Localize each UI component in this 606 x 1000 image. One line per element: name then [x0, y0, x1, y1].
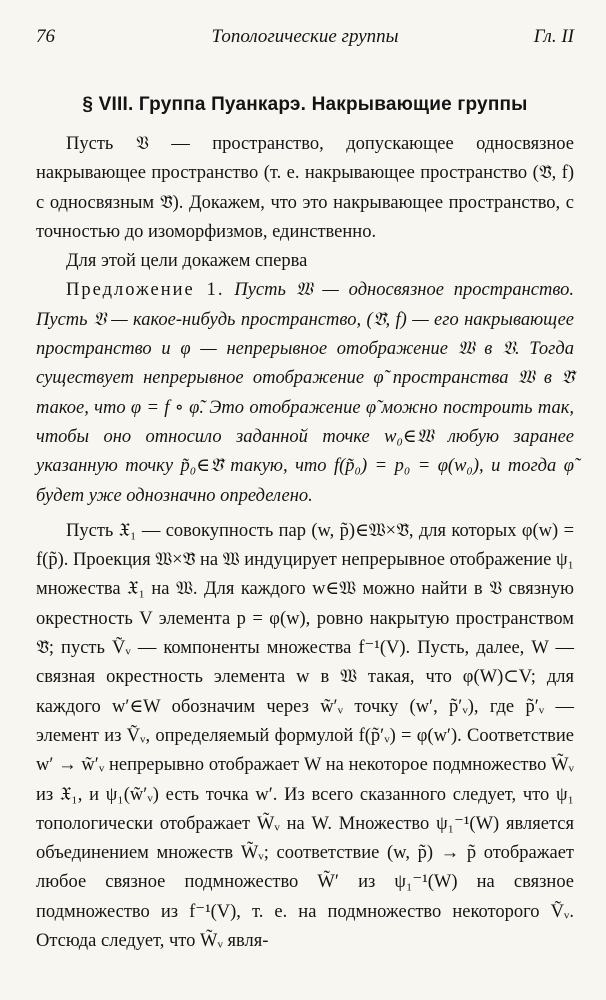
- book-page: [36, 26, 574, 956]
- paragraph-lead-in: Для этой цели докажем сперва: [66, 251, 308, 272]
- page-number: 76: [36, 26, 55, 47]
- paragraph-proof: Пусть 𝔛₁ — совокупность пар (w, p̃)∈𝔚×𝔙̃, для которых φ(w) = f(p̃). Проекция 𝔚×𝔙̃ на 𝔚 индуцирует непрерывное отображение ψ₁ множества 𝔛₁ на 𝔚. Для каждого w∈𝔚 можно найти в 𝔙 связную окрестность V элемента p = φ(w), ровно накрытую пространством 𝔙̃; пусть Ṽᵥ — компоненты множества f⁻¹(V). Пусть, далее, W — связная окрестность элемента w в 𝔚 такая, что φ(W)⊂V; для каждого w′∈W обозначим через w̃′ᵥ точку (w′, p̃′ᵥ), где p̃′ᵥ — элемент из Ṽᵥ, определяемый формулой f(p̃′ᵥ) = φ(w′). Соответствие w′ → w̃′ᵥ непрерывно отображает W на некоторое подмножество W̃ᵥ из 𝔛₁, и ψ₁(w̃′ᵥ) есть точка w′. Из всего сказанного следует, что ψ₁ топологически отображает W̃ᵥ на W. Множество ψ₁⁻¹(W) является объединением множеств W̃ᵥ; соответствие (w, p̃) → p̃ отображает любое связное подмножество W̃′ из ψ₁⁻¹(W) на связное подмножество из f⁻¹(V), т. е. на подмножество некоторого Ṽᵥ. Отсюда следует, что W̃ᵥ явля-: [36, 520, 574, 952]
- paragraph-intro: Пусть 𝔙 — пространство, допускающее односвязное накрывающее пространство (т. е. накрывающее пространство (𝔙̃, f) с односвязным 𝔙̃). Докажем, что это накрывающее пространство, с точностью до изоморфизмов, единственно.: [36, 134, 574, 242]
- proposition-1: [36, 276, 574, 510]
- running-header: [36, 26, 574, 50]
- proposition-label: Предложение 1.: [66, 280, 225, 301]
- chapter-label: Гл. II: [533, 26, 574, 47]
- section-title: § VIII. Группа Пуанкарэ. Накрывающие группы: [82, 94, 528, 115]
- running-title: Топологические группы: [211, 26, 399, 47]
- proposition-statement: Пусть 𝔚 — односвязное пространство. Пусть 𝔙 — какое-нибудь пространство, (𝔙̃, f) — его накрывающее пространство и φ — непрерывное отображение 𝔚 в 𝔙. Тогда существует непрерывное отображение φ̃ пространства 𝔚 в 𝔙̃ такое, что φ = f ∘ φ̃. Это отображение φ̃ можно построить так, чтобы оно относило заданной точке w₀∈𝔚 любую заранее указанную точку p̃₀∈𝔙̃ такую, что f(p̃₀) = p₀ = φ(w₀), и тогда φ̃ будет уже однозначно определено.: [36, 280, 574, 506]
